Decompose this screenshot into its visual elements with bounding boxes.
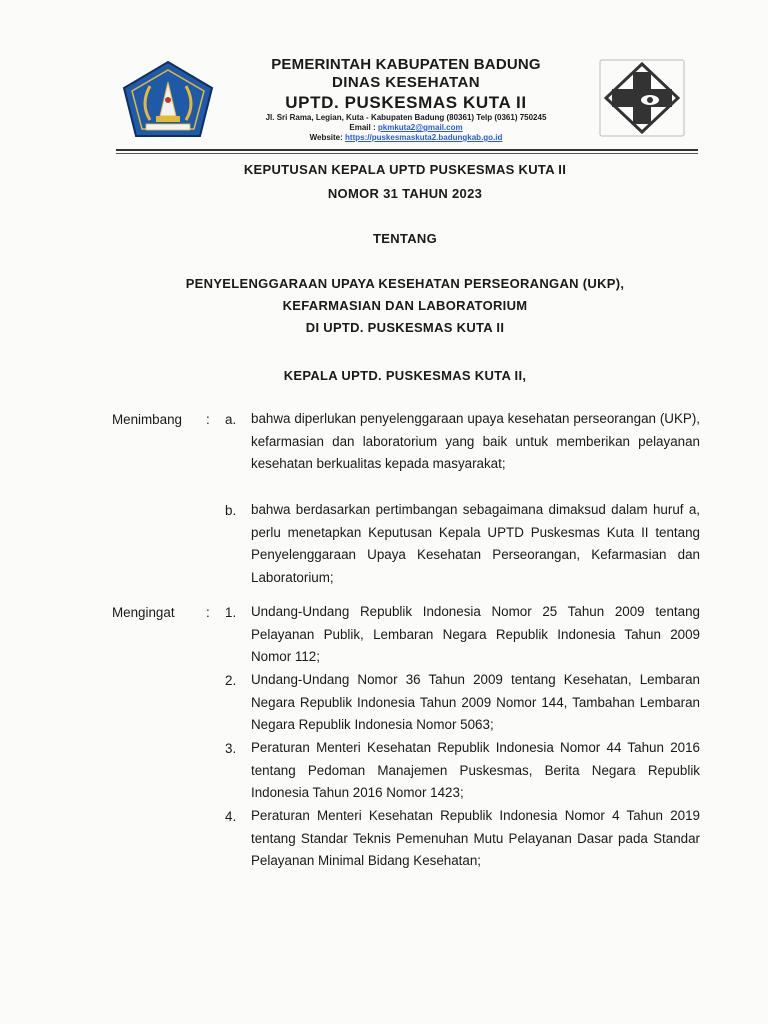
menimbang-marker: b.	[225, 503, 237, 518]
decree-number: NOMOR 31 TAHUN 2023	[327, 186, 483, 201]
menimbang-label: Menimbang	[112, 412, 182, 427]
letterhead	[226, 56, 586, 143]
menimbang-marker: a.	[225, 412, 237, 427]
address-line: Jl. Sri Rama, Legian, Kuta - Kabupaten Badung (80361) Telp (0361) 750245	[265, 113, 547, 122]
letterhead-divider-thick	[116, 149, 698, 151]
puskesmas-emblem	[598, 58, 686, 138]
website-line	[226, 133, 586, 143]
mengingat-item-4: Peraturan Menteri Kesehatan Republik Indonesia Nomor 4 Tahun 2019 tentang Standar Teknis Pemenuhan Mutu Pelayanan Dasar pada Standar Pelayanan Minimal Bidang Kesehatan;	[251, 808, 700, 869]
menimbang-colon: :	[206, 412, 210, 427]
email-link[interactable]: pkmkuta2@gmail.com	[377, 123, 463, 132]
decree-subject-line3: DI UPTD. PUSKESMAS KUTA II	[305, 320, 505, 335]
mengingat-marker: 2.	[225, 673, 237, 688]
mengingat-marker: 3.	[225, 741, 237, 756]
email-line	[226, 123, 586, 133]
mengingat-item-1: Undang-Undang Republik Indonesia Nomor 25 Tahun 2009 tentang Pelayanan Publik, Lembaran Negara Republik Indonesia Tahun 2009 Nomor 112;	[251, 604, 700, 665]
website-link[interactable]: https://puskesmaskuta2.badungkab.go.id	[345, 133, 503, 142]
badung-regency-emblem	[120, 60, 216, 140]
menimbang-item-a: bahwa diperlukan penyelenggaraan upaya kesehatan perseorangan (UKP), kefarmasian dan laboratorium yang baik untuk memberikan pelayanan kesehatan berkualitas kepada masyarakat;	[251, 411, 700, 472]
mengingat-marker: 4.	[225, 809, 237, 824]
decree-subject-line2: KEFARMASIAN DAN LABORATORIUM	[282, 298, 528, 313]
decree-issuer: KEPALA UPTD. PUSKESMAS KUTA II,	[283, 368, 527, 383]
mengingat-marker: 1.	[225, 605, 237, 620]
mengingat-colon: :	[206, 605, 210, 620]
email-label: Email :	[349, 123, 376, 132]
website-label: Website:	[309, 133, 343, 142]
menimbang-item-b: bahwa berdasarkan pertimbangan sebagaimana dimaksud dalam huruf a, perlu menetapkan Keputusan Kepala UPTD Puskesmas Kuta II tentang Penyelenggaraan Upaya Kesehatan Perseorangan, Kefarmasian dan Laboratorium;	[251, 502, 700, 586]
government-name: PEMERINTAH KABUPATEN BADUNG	[271, 56, 541, 73]
mengingat-item-2: Undang-Undang Nomor 36 Tahun 2009 tentang Kesehatan, Lembaran Negara Republik Indonesia Tahun 2009 Nomor 144, Tambahan Lembaran Negara Republik Indonesia Nomor 5063;	[251, 672, 700, 733]
mengingat-item-3: Peraturan Menteri Kesehatan Republik Indonesia Nomor 44 Tahun 2016 tentang Pedoman Manajemen Puskesmas, Berita Negara Republik Indonesia Tahun 2016 Nomor 1423;	[251, 740, 700, 801]
department-name: DINAS KESEHATAN	[332, 74, 480, 91]
decree-subject-line1: PENYELENGGARAAN UPAYA KESEHATAN PERSEORANGAN (UKP),	[185, 276, 625, 291]
institution-name: UPTD. PUSKESMAS KUTA II	[285, 93, 527, 112]
letterhead-divider-thin	[116, 153, 698, 154]
decree-about: TENTANG	[373, 231, 437, 246]
mengingat-label: Mengingat	[112, 605, 175, 620]
decree-title: KEPUTUSAN KEPALA UPTD PUSKESMAS KUTA II	[243, 162, 567, 177]
